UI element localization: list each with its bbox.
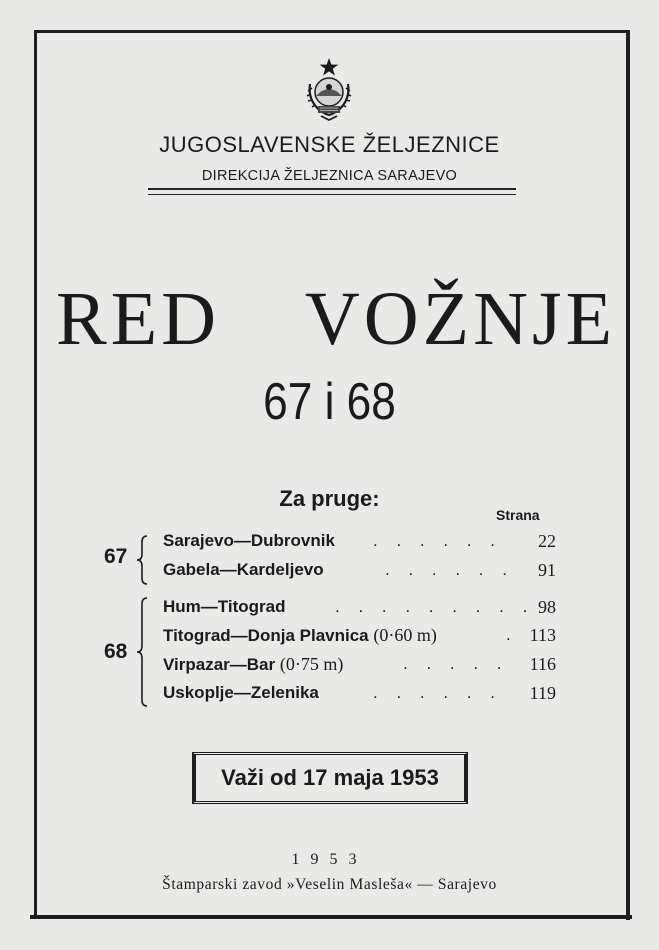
page-column-label: Strana bbox=[496, 507, 540, 523]
directorate-name: DIREKCIJA ŽELJEZNICA SARAJEVO bbox=[201, 168, 458, 184]
route-page: 116 bbox=[529, 654, 556, 674]
gauge-note: (0·75 m) bbox=[279, 654, 344, 674]
routes-heading: Za pruge: bbox=[279, 486, 380, 511]
group-brace bbox=[135, 596, 151, 708]
route-group-number: 68 bbox=[104, 640, 128, 663]
timetable-numbers: 67 i 68 bbox=[263, 373, 396, 431]
group-brace bbox=[135, 534, 151, 586]
route-row bbox=[163, 654, 556, 678]
header-rule bbox=[148, 188, 516, 190]
dot-leader: . . . . . . bbox=[373, 683, 502, 702]
route-name: Uskoplje—Zelenika bbox=[163, 683, 319, 702]
route-page: 22 bbox=[538, 531, 556, 551]
route-name-text: Virpazar—Bar bbox=[163, 655, 276, 674]
route-page: 119 bbox=[529, 683, 556, 703]
route-name bbox=[163, 654, 343, 675]
route-row bbox=[163, 597, 556, 621]
page-border-bottom bbox=[30, 915, 632, 919]
route-name bbox=[163, 625, 437, 646]
route-name-text: Titograd—Donja Plavnica bbox=[163, 626, 369, 645]
dot-leader: . . . . . . bbox=[373, 531, 502, 550]
route-row bbox=[163, 560, 556, 584]
header-rule-thin bbox=[148, 194, 516, 195]
dot-leader: . . . . . . bbox=[385, 560, 514, 579]
route-page: 113 bbox=[529, 625, 556, 645]
route-row bbox=[163, 531, 556, 555]
route-name: Sarajevo—Dubrovnik bbox=[163, 531, 335, 550]
document-title: RED VOŽNJE bbox=[56, 277, 616, 361]
route-page: 98 bbox=[538, 597, 556, 617]
route-row bbox=[163, 625, 556, 649]
dot-leader: . bbox=[506, 625, 518, 644]
route-page: 91 bbox=[538, 560, 556, 580]
printer-imprint: Štamparski zavod »Veselin Masleša« — Sarajevo bbox=[162, 876, 497, 893]
publication-year: 1953 bbox=[291, 851, 368, 868]
gauge-note: (0·60 m) bbox=[373, 625, 437, 645]
dot-leader: . . . . . bbox=[403, 654, 509, 673]
dot-leader: . . . . . . . . . bbox=[335, 597, 535, 616]
route-group-number: 67 bbox=[104, 545, 128, 568]
route-name: Hum—Titograd bbox=[163, 597, 286, 616]
route-name: Gabela—Kardeljevo bbox=[163, 560, 324, 579]
yugoslav-coat-of-arms-icon bbox=[299, 56, 359, 122]
page-border-right bbox=[626, 30, 630, 920]
validity-box: Važi od 17 maja 1953 bbox=[192, 752, 468, 804]
route-row bbox=[163, 683, 556, 707]
organization-name: JUGOSLAVENSKE ŽELJEZNICE bbox=[159, 132, 500, 157]
